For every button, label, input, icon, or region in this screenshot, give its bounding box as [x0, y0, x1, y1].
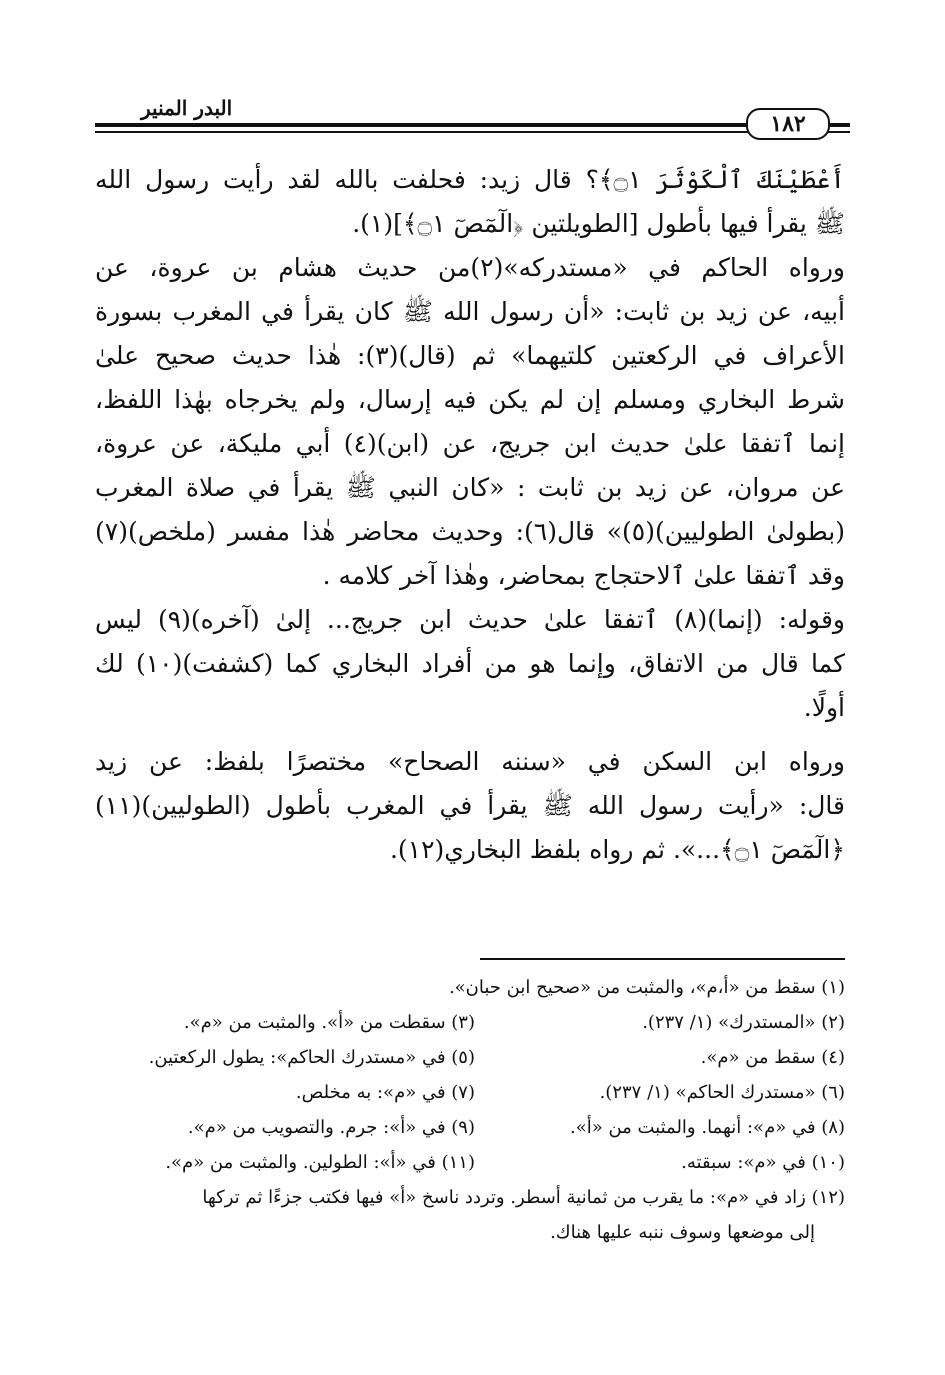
main-text — [95, 158, 845, 872]
footnote-separator — [480, 958, 845, 960]
text-line: شرط البخاري ومسلم إن لم يكن فيه إرسال، ولم يخرجاه بهٰذا اللفظ، — [95, 385, 845, 414]
footnote-row — [95, 1040, 845, 1075]
footnote-12-continuation: إلى موضعها وسوف ننبه عليها هناك. — [550, 1222, 815, 1243]
footnote-row — [95, 1180, 845, 1215]
footnote-3: (٣) سقطت من «أ». والمثبت من «م». — [183, 1012, 475, 1033]
footnote-4: (٤) سقط من «م». — [700, 1047, 845, 1068]
footnote-10: (١٠) في «م»: سبقته. — [681, 1152, 845, 1173]
text-line: ﷺ يقرأ فيها بأطول [الطويلتين ﴿الٓمٓصٓ ۝١﴾](١). — [352, 209, 845, 238]
text-line: أولًا. — [803, 693, 845, 722]
page-header — [95, 96, 850, 142]
header-rule-thick — [95, 123, 850, 127]
footnotes — [95, 970, 845, 1250]
text-line: ورواه الحاكم في «مستدركه»(٢)من حديث هشام بن عروة، عن — [95, 253, 845, 282]
text-line: أبيه، عن زيد بن ثابت: «أن رسول الله ﷺ كان يقرأ في المغرب بسورة — [95, 297, 845, 326]
footnote-2: (٢) «المستدرك» (١/ ٢٣٧). — [642, 1012, 845, 1033]
footnote-row — [95, 1075, 845, 1110]
text-line: وقوله: (إنما)(٨) ٱتفقا علىٰ حديث ابن جريج... إلىٰ (آخره)(٩) ليس — [95, 605, 845, 634]
footnote-row — [95, 1145, 845, 1180]
text-line: إنما ٱتفقا علىٰ حديث ابن جريج، عن (ابن)(٤) أبي مليكة، عن عروة، — [95, 429, 845, 458]
running-title: البدر المنير — [135, 96, 238, 120]
text-line: ورواه ابن السكن في «سننه الصحاح» مختصرًا بلفظ: عن زيد — [95, 747, 845, 776]
text-line: الأعراف في الركعتين كلتيهما» ثم (قال)(٣): هٰذا حديث صحيح علىٰ — [95, 341, 845, 370]
text-line: ﴿الٓمٓصٓ ۝١﴾...». ثم رواه بلفظ البخاري(١٢). — [389, 835, 845, 864]
footnote-7: (٧) في «م»: به مخلص. — [295, 1082, 475, 1103]
footnote-1: (١) سقط من «أ،م»، والمثبت من «صحيح ابن حبان». — [448, 977, 845, 998]
footnote-8: (٨) في «م»: أنهما. والمثبت من «أ». — [569, 1117, 845, 1138]
footnote-row — [95, 1215, 845, 1250]
header-rule-thin — [95, 131, 850, 133]
footnote-12: (١٢) زاد في «م»: ما يقرب من ثمانية أسطر. وتردد ناسخ «أ» فيها فكتب جزءًا ثم تركها — [202, 1187, 845, 1208]
text-line: قال: «رأيت رسول الله ﷺ يقرأ في المغرب بأطول (الطوليين)(١١) — [95, 791, 845, 820]
footnote-row — [95, 1005, 845, 1040]
text-line: أَعْطَيْنَكَ ٱلْكَوْثَرَ ۝١﴾؟ قال زيد: فحلفت بالله لقد رأيت رسول الله — [95, 165, 845, 194]
footnote-row — [95, 970, 845, 1005]
text-line: عن مروان، عن زيد بن ثابت : «كان النبي ﷺ يقرأ في صلاة المغرب — [95, 473, 845, 502]
text-line: (بطولىٰ الطوليين)(٥)» قال(٦): وحديث محاضر هٰذا مفسر (ملخص)(٧) — [95, 517, 845, 546]
footnote-9: (٩) في «أ»: جرم. والتصويب من «م». — [187, 1117, 475, 1138]
footnote-6: (٦) «مستدرك الحاكم» (١/ ٢٣٧). — [599, 1082, 845, 1103]
footnote-11: (١١) في «أ»: الطولين. والمثبت من «م». — [165, 1152, 475, 1173]
text-line: كما قال من الاتفاق، وإنما هو من أفراد البخاري كما (كشفت)(١٠) لك — [95, 649, 845, 678]
paragraph-gap — [95, 730, 845, 740]
page-number: ١٨٢ — [746, 108, 830, 140]
text-line: وقد ٱتفقا علىٰ ٱلاحتجاج بمحاضر، وهٰذا آخر كلامه . — [322, 561, 845, 590]
footnote-row — [95, 1110, 845, 1145]
footnote-5: (٥) في «مستدرك الحاكم»: يطول الركعتين. — [148, 1047, 475, 1068]
